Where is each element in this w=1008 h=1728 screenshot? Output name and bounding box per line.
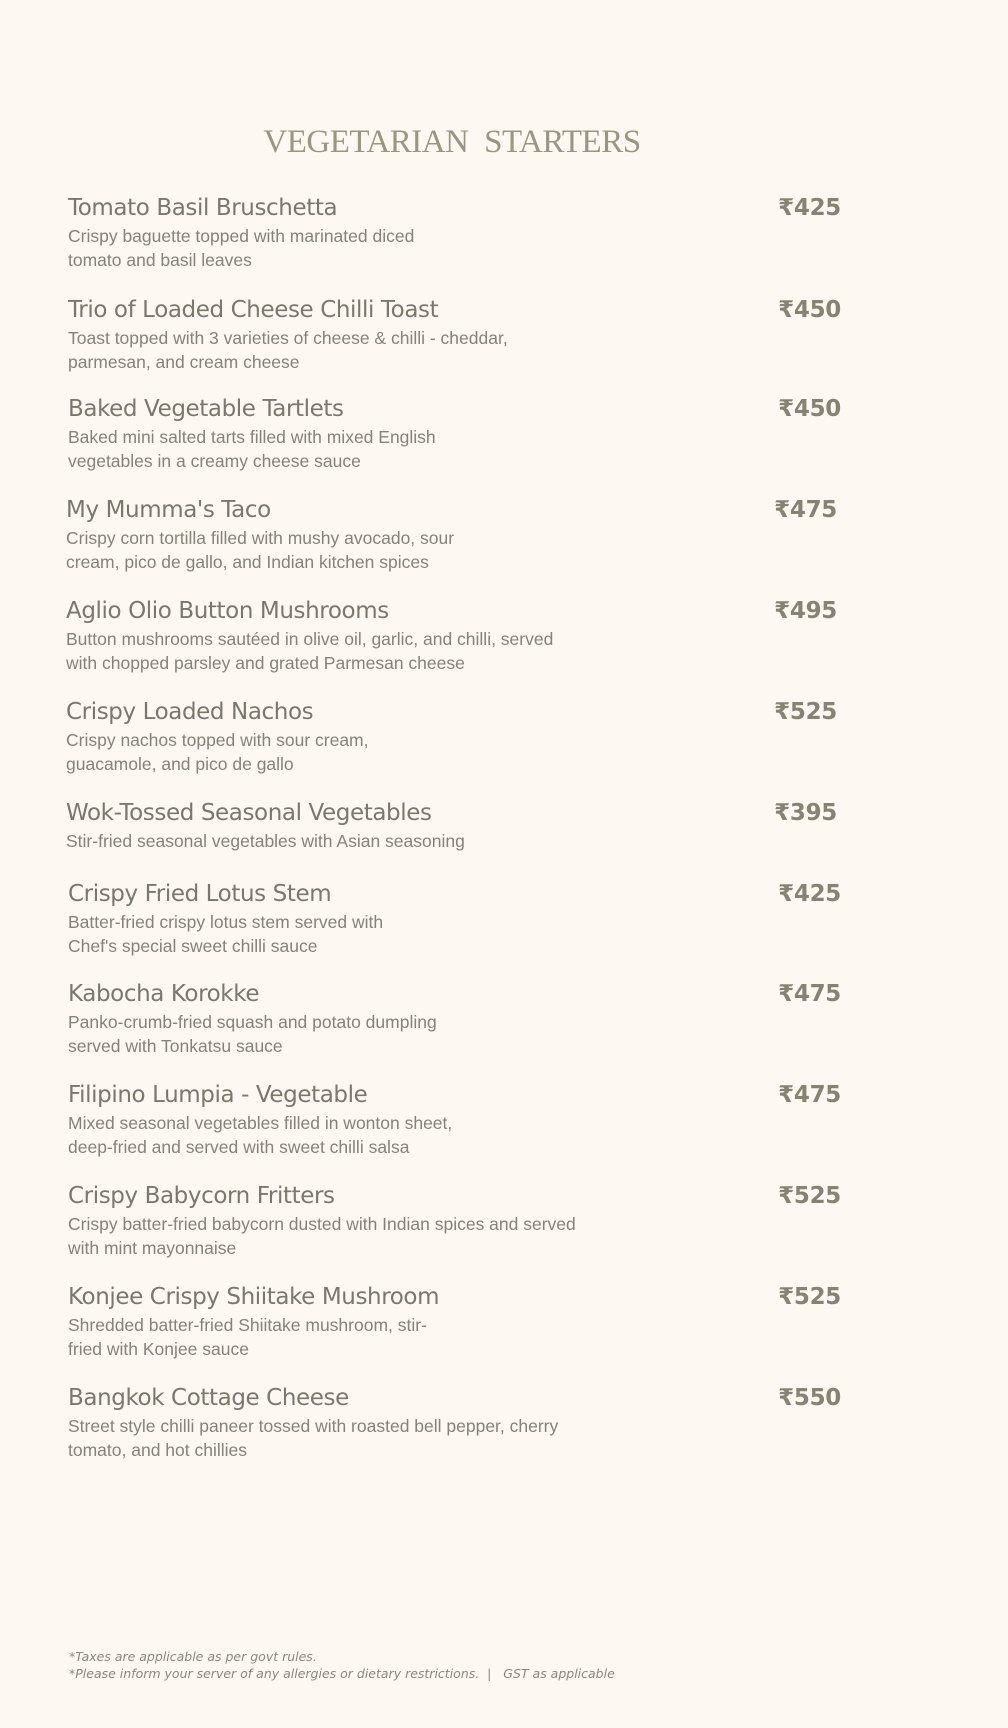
menu-item-description: Crispy nachos topped with sour cream, guacamole, and pico de gallo <box>66 730 369 774</box>
menu-item-name: Crispy Loaded Nachos <box>66 699 314 725</box>
menu-item <box>68 1080 848 1159</box>
menu-item-price: ₹495 <box>774 598 837 624</box>
menu-item <box>68 979 848 1058</box>
menu-item-description: Batter-fried crispy lotus stem served with Chef's special sweet chilli sauce <box>68 912 384 956</box>
menu-item-description: Shredded batter-fried Shiitake mushroom, stir-fried with Konjee sauce <box>68 1315 427 1359</box>
menu-item-description: Stir-fried seasonal vegetables with Asian seasoning <box>66 831 465 851</box>
menu-item-description: Button mushrooms sautéed in olive oil, garlic, and chilli, served with chopped parsley and grated Parmesan cheese <box>66 629 554 673</box>
menu-item-price: ₹450 <box>778 297 841 323</box>
menu-item-description: Panko-crumb-fried squash and potato dumpling served with Tonkatsu sauce <box>68 1012 437 1056</box>
menu-item <box>66 495 846 574</box>
menu-item-name: Baked Vegetable Tartlets <box>68 396 344 422</box>
menu-item-name: Konjee Crispy Shiitake Mushroom <box>68 1284 440 1310</box>
menu-item-name: Trio of Loaded Cheese Chilli Toast <box>68 297 439 323</box>
menu-item-price: ₹395 <box>774 800 837 826</box>
menu-item-description: Crispy batter-fried babycorn dusted with Indian spices and served with mint mayonnaise <box>68 1214 576 1258</box>
menu-item-price: ₹450 <box>778 396 841 422</box>
menu-item-price: ₹525 <box>778 1284 841 1310</box>
allergy-note: *Please inform your server of any allergies or dietary restrictions. | GST as applicable <box>69 1666 615 1681</box>
menu-item-name: Kabocha Korokke <box>68 981 260 1007</box>
menu-item-name: Crispy Fried Lotus Stem <box>68 881 332 907</box>
menu-item-name: My Mumma's Taco <box>66 497 271 523</box>
menu-item-name: Crispy Babycorn Fritters <box>68 1183 335 1209</box>
menu-item <box>68 1383 848 1462</box>
menu-item-name: Tomato Basil Bruschetta <box>68 195 338 221</box>
menu-item <box>68 394 848 473</box>
menu-item <box>66 596 846 675</box>
menu-item-price: ₹475 <box>778 1082 841 1108</box>
menu-item-description: Crispy baguette topped with marinated diced tomato and basil leaves <box>68 226 415 270</box>
tax-note: *Taxes are applicable as per govt rules. <box>69 1649 317 1664</box>
footnotes <box>69 1648 615 1682</box>
menu-item-price: ₹425 <box>778 881 841 907</box>
menu-item-description: Baked mini salted tarts filled with mixed English vegetables in a creamy cheese sauce <box>68 427 436 471</box>
menu-item-description: Mixed seasonal vegetables filled in wonton sheet, deep-fried and served with sweet chilli salsa <box>68 1113 453 1157</box>
menu-item-price: ₹475 <box>774 497 837 523</box>
menu-item-name: Bangkok Cottage Cheese <box>68 1385 349 1411</box>
menu-item <box>68 1282 848 1361</box>
menu-item-description: Crispy corn tortilla filled with mushy avocado, sour cream, pico de gallo, and Indian kitchen spices <box>66 528 455 572</box>
menu-item-description: Toast topped with 3 varieties of cheese & chilli - cheddar, parmesan, and cream cheese <box>68 328 508 372</box>
menu-item-name: Wok-Tossed Seasonal Vegetables <box>66 800 432 826</box>
menu-item-price: ₹525 <box>774 699 837 725</box>
menu-item-price: ₹475 <box>778 981 841 1007</box>
menu-item <box>68 193 848 272</box>
menu-item-description: Street style chilli paneer tossed with roasted bell pepper, cherry tomato, and hot chillies <box>68 1416 559 1460</box>
menu-title: VEGETARIAN STARTERS <box>263 124 641 160</box>
menu-item-price: ₹525 <box>778 1183 841 1209</box>
menu-item <box>68 879 848 958</box>
menu-item <box>66 697 846 776</box>
menu-item-price: ₹425 <box>778 195 841 221</box>
menu-item-name: Aglio Olio Button Mushrooms <box>66 598 389 624</box>
menu-item-price: ₹550 <box>778 1385 841 1411</box>
menu-item <box>66 798 846 853</box>
menu-item-name: Filipino Lumpia - Vegetable <box>68 1082 368 1108</box>
menu-item <box>68 295 848 374</box>
menu-item <box>68 1181 848 1260</box>
